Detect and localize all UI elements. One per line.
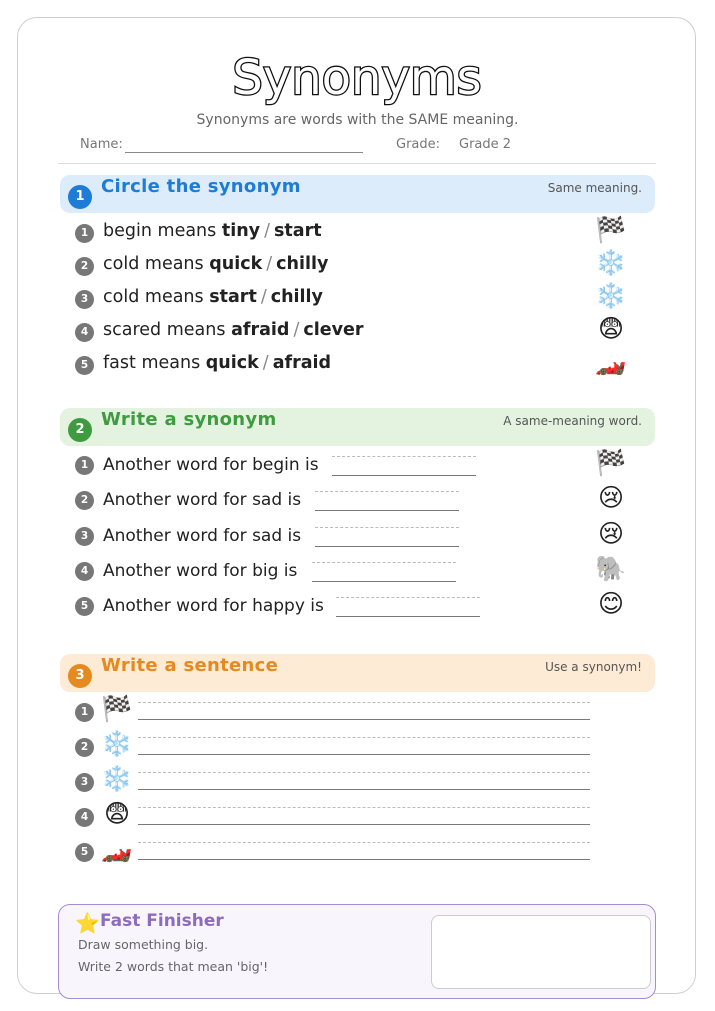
sentence-line[interactable] — [138, 842, 590, 860]
fast-finisher-box — [58, 904, 656, 999]
item-word: begin — [103, 221, 152, 241]
item-number: 2 — [75, 738, 94, 757]
smiling-face-icon: 😊 — [597, 589, 625, 618]
section-title: Circle the synonym — [101, 176, 301, 197]
section-number-badge: 3 — [68, 664, 92, 688]
item-word: cold — [103, 254, 140, 274]
checkered-flag-icon: 🏁 — [595, 448, 627, 477]
race-car-icon: 🏎️ — [101, 834, 133, 863]
option-2[interactable]: afraid — [272, 353, 332, 373]
snowflake-icon: ❄️ — [595, 281, 627, 310]
item-joiner: means — [166, 320, 226, 340]
circle-item — [103, 254, 328, 274]
option-2[interactable]: chilly — [270, 287, 323, 307]
item-number: 1 — [75, 456, 94, 475]
page-title — [150, 42, 565, 114]
item-number: 2 — [75, 257, 94, 276]
section-title: Write a sentence — [101, 655, 279, 676]
item-joiner: means — [144, 287, 204, 307]
fast-finisher-instruction: Draw something big. — [78, 937, 209, 952]
fearful-face-icon: 😨 — [597, 314, 625, 343]
slash-separator: / — [262, 353, 269, 373]
circle-item — [103, 353, 331, 373]
item-joiner: means — [144, 254, 204, 274]
option-1[interactable]: start — [209, 287, 257, 307]
option-2[interactable]: start — [273, 221, 322, 241]
fearful-face-icon: 😨 — [103, 799, 131, 828]
slash-separator: / — [293, 320, 300, 340]
circle-item — [103, 287, 323, 307]
crying-face-icon: 😢 — [597, 519, 625, 548]
option-1[interactable]: afraid — [231, 320, 290, 340]
grade-label: Grade: — [396, 137, 441, 152]
item-joiner: means — [141, 353, 201, 373]
item-number: 5 — [75, 356, 94, 375]
item-number: 1 — [75, 703, 94, 722]
section-header-write-sentence — [60, 654, 655, 692]
page-title-text: Synonyms — [232, 50, 482, 106]
snowflake-icon: ❄️ — [595, 248, 627, 277]
name-field[interactable] — [125, 152, 363, 153]
circle-item — [103, 320, 364, 340]
star-icon: ⭐ — [75, 911, 100, 935]
item-number: 5 — [75, 843, 94, 862]
answer-blank[interactable] — [336, 597, 480, 617]
name-label: Name: — [80, 137, 123, 152]
answer-blank[interactable] — [315, 527, 459, 547]
answer-blank[interactable] — [315, 491, 459, 511]
item-number: 1 — [75, 224, 94, 243]
section-title: Write a synonym — [101, 409, 277, 430]
checkered-flag-icon: 🏁 — [101, 694, 133, 723]
option-2[interactable]: clever — [303, 320, 364, 340]
write-item-prompt: Another word for begin is — [103, 455, 319, 475]
drawing-box[interactable] — [431, 915, 651, 989]
section-number-badge: 2 — [68, 418, 92, 442]
answer-blank[interactable] — [332, 456, 476, 476]
sentence-line[interactable] — [138, 772, 590, 790]
section-hint: Use a synonym! — [545, 660, 642, 674]
item-number: 4 — [75, 808, 94, 827]
section-hint: A same-meaning word. — [503, 414, 642, 428]
write-item-prompt: Another word for happy is — [103, 596, 324, 616]
section-header-write-synonym — [60, 408, 655, 446]
option-1[interactable]: quick — [205, 353, 259, 373]
fast-finisher-instruction: Write 2 words that mean 'big'! — [78, 959, 269, 974]
circle-item — [103, 221, 322, 241]
sentence-line[interactable] — [138, 702, 590, 720]
snowflake-icon: ❄️ — [101, 764, 133, 793]
header-divider — [58, 163, 656, 164]
item-word: scared — [103, 320, 162, 340]
snowflake-icon: ❄️ — [101, 729, 133, 758]
slash-separator: / — [266, 254, 273, 274]
section-number-badge: 1 — [68, 185, 92, 209]
crying-face-icon: 😢 — [597, 483, 625, 512]
option-1[interactable]: quick — [209, 254, 263, 274]
race-car-icon: 🏎️ — [595, 347, 627, 376]
item-word: cold — [103, 287, 140, 307]
item-number: 3 — [75, 527, 94, 546]
checkered-flag-icon: 🏁 — [595, 215, 627, 244]
write-item-prompt: Another word for big is — [103, 561, 298, 581]
option-1[interactable]: tiny — [221, 221, 261, 241]
item-number: 3 — [75, 773, 94, 792]
subtitle: Synonyms are words with the SAME meaning. — [196, 112, 519, 128]
item-joiner: means — [157, 221, 217, 241]
slash-separator: / — [264, 221, 270, 241]
answer-blank[interactable] — [312, 562, 456, 582]
section-header-circle — [60, 175, 655, 213]
fast-finisher-title: Fast Finisher — [100, 911, 224, 931]
item-number: 5 — [75, 597, 94, 616]
write-item-prompt: Another word for sad is — [103, 526, 302, 546]
item-number: 3 — [75, 290, 94, 309]
section-hint: Same meaning. — [547, 181, 642, 195]
grade-value: Grade 2 — [459, 137, 512, 152]
write-item-prompt: Another word for sad is — [103, 490, 302, 510]
elephant-icon: 🐘 — [595, 554, 627, 583]
item-number: 4 — [75, 562, 94, 581]
item-number: 2 — [75, 491, 94, 510]
item-number: 4 — [75, 323, 94, 342]
option-2[interactable]: chilly — [276, 254, 329, 274]
sentence-line[interactable] — [138, 807, 590, 825]
item-word: fast — [103, 353, 136, 373]
sentence-line[interactable] — [138, 737, 590, 755]
slash-separator: / — [260, 287, 267, 307]
